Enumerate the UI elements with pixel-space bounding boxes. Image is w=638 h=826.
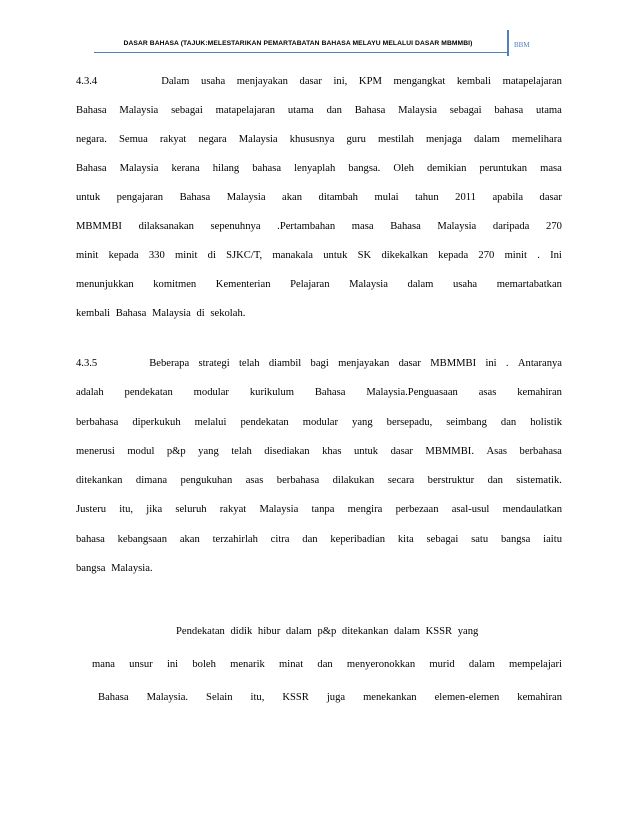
word: utama xyxy=(287,105,314,116)
header-separator xyxy=(507,30,509,56)
word: hilang xyxy=(212,163,240,174)
word: guru xyxy=(346,134,366,145)
word: ditambah xyxy=(318,192,358,203)
word: rakyat xyxy=(159,134,187,145)
word: pendekatan xyxy=(124,387,173,399)
word: KPM xyxy=(358,76,382,87)
word: strategi xyxy=(198,358,230,369)
word: melalui xyxy=(194,416,227,428)
word: Pelajaran xyxy=(290,279,330,290)
word: khas xyxy=(322,445,342,457)
word: rakyat xyxy=(219,504,247,516)
word: masa xyxy=(351,221,374,232)
word: Malaysia. xyxy=(146,692,189,703)
word: adalah xyxy=(76,387,104,399)
word: mendaulatkan xyxy=(502,504,562,516)
word: Bahasa xyxy=(179,192,211,203)
word: telah xyxy=(231,445,252,457)
word: ini xyxy=(485,358,497,369)
word: MBMMBI xyxy=(430,358,477,369)
word: MBMMBI xyxy=(76,221,122,232)
header-code: BBM xyxy=(514,41,530,49)
word: matapelajaran xyxy=(215,105,276,116)
word: dikekalkan xyxy=(381,250,428,261)
text-segment xyxy=(161,74,562,89)
word: menyeronokkan xyxy=(346,659,416,670)
text-line xyxy=(76,306,562,321)
word: Semua xyxy=(118,134,148,145)
word: tahun xyxy=(415,192,439,203)
word: bahasa xyxy=(76,533,105,545)
text-line xyxy=(76,415,562,430)
word: KSSR xyxy=(282,692,309,703)
word: disediakan xyxy=(264,445,310,457)
word: dalam xyxy=(468,659,495,670)
word: dilaksanakan xyxy=(138,221,194,232)
text-line xyxy=(76,277,562,292)
word: iaitu xyxy=(543,533,562,545)
text-segment xyxy=(76,444,562,459)
word: perbezaan xyxy=(395,504,439,516)
word: bahasa xyxy=(252,163,282,174)
word: Malaysia xyxy=(119,105,159,116)
word: 2011 xyxy=(455,192,476,203)
text-line xyxy=(76,132,562,147)
text-segment xyxy=(98,690,562,705)
word: kurikulum xyxy=(249,387,294,399)
text-segment xyxy=(76,248,562,263)
text-segment xyxy=(76,219,562,234)
text-line xyxy=(76,385,562,400)
text-segment xyxy=(76,103,562,118)
word: kebangsaan xyxy=(117,533,168,545)
word: Selain xyxy=(206,692,233,703)
text-line xyxy=(76,561,562,576)
word: Malaysia xyxy=(119,163,159,174)
word: dasar xyxy=(398,358,421,369)
word: demikian xyxy=(426,163,467,174)
word: Dalam xyxy=(161,76,190,87)
word: mengira xyxy=(347,504,383,516)
text-line xyxy=(76,219,562,234)
word: menjayakan xyxy=(236,76,288,87)
word: akan xyxy=(282,192,303,203)
text-segment xyxy=(76,277,562,292)
word: sebagai xyxy=(449,105,482,116)
word: matapelajaran xyxy=(502,76,562,87)
word: Bahasa xyxy=(98,692,129,703)
word: Malaysia xyxy=(398,105,437,116)
section-number: 4.3.5 xyxy=(76,358,98,369)
text-line xyxy=(76,161,562,176)
word: dasar xyxy=(539,192,562,203)
word: bahasa xyxy=(494,105,524,116)
word: Beberapa xyxy=(149,358,190,369)
word: boleh xyxy=(192,659,216,670)
word: modul xyxy=(127,445,155,457)
word: MBMMBI. xyxy=(425,445,474,457)
word: mempelajari xyxy=(509,659,562,670)
page-header xyxy=(94,30,594,60)
word: ditekankan xyxy=(76,475,123,487)
word: minit xyxy=(76,250,99,261)
word: SK xyxy=(357,250,372,261)
word: masa xyxy=(540,163,562,174)
word: jika xyxy=(146,504,163,516)
word: berbahasa xyxy=(519,445,562,457)
word: kemahiran xyxy=(517,387,562,399)
word: Oleh xyxy=(393,163,414,174)
word: dimana xyxy=(135,475,168,487)
word: sepenuhnya xyxy=(210,221,261,232)
text-segment xyxy=(149,356,562,371)
word: minit xyxy=(175,250,198,261)
word: 270 xyxy=(546,221,562,232)
word: di xyxy=(207,250,216,261)
header-rule xyxy=(94,52,508,53)
word: kepada xyxy=(108,250,139,261)
word: manakala xyxy=(272,250,313,261)
word: Bahasa xyxy=(76,163,107,174)
word: dasar xyxy=(299,76,322,87)
word: menarik xyxy=(230,659,265,670)
text-segment xyxy=(76,132,562,147)
word: berstruktur xyxy=(427,475,475,487)
word: seluruh xyxy=(175,504,207,516)
text-line xyxy=(76,690,562,705)
word: Bahasa xyxy=(76,105,107,116)
word: Bahasa xyxy=(390,221,421,232)
word: dan xyxy=(317,659,333,670)
word: bersepadu, xyxy=(386,416,433,428)
word: ini xyxy=(166,659,179,670)
word: khususnya xyxy=(289,134,335,145)
word: mana xyxy=(92,659,115,670)
word: Justeru xyxy=(76,504,107,516)
word: seimbang xyxy=(446,416,487,428)
word: kita xyxy=(397,533,414,545)
header-title: DASAR BAHASA (TAJUK:MELESTARIKAN PEMARTABATAN BAHASA MELAYU MELALUI DASAR MBMMBI) xyxy=(123,40,473,47)
word: Bahasa xyxy=(354,105,386,116)
word: pendekatan xyxy=(240,416,289,428)
word: negara xyxy=(198,134,227,145)
word: dasar xyxy=(390,445,413,457)
word: Ini xyxy=(550,250,562,261)
word: secara xyxy=(387,475,415,487)
word: asas xyxy=(478,387,497,399)
word: Malaysia xyxy=(259,504,299,516)
word: peruntukan xyxy=(479,163,528,174)
word: modular xyxy=(193,387,229,399)
word: . xyxy=(505,358,509,369)
word: elemen-elemen xyxy=(434,692,500,703)
word: Kementerian xyxy=(215,279,271,290)
word: menjaga xyxy=(425,134,462,145)
paragraph-4-3-5 xyxy=(76,356,562,590)
word: Antaranya xyxy=(517,358,562,369)
word: dan xyxy=(487,475,503,487)
word: tanpa xyxy=(311,504,335,516)
word: dan xyxy=(302,533,318,545)
word: Malaysia xyxy=(226,192,266,203)
word: modular xyxy=(302,416,339,428)
word: mengangkat xyxy=(393,76,446,87)
word: kemahiran xyxy=(517,692,562,703)
text-segment xyxy=(76,161,562,176)
text-line xyxy=(76,74,562,89)
text-line xyxy=(76,356,562,371)
word: ini, xyxy=(333,76,348,87)
word: sistematik. xyxy=(516,475,562,487)
word: kembali xyxy=(456,76,491,87)
text-line xyxy=(76,190,562,205)
text-segment xyxy=(76,502,562,517)
text-line xyxy=(76,473,562,488)
word: mestilah xyxy=(378,134,414,145)
word: minit xyxy=(504,250,527,261)
paragraph-4-3-4 xyxy=(76,74,562,335)
word: lenyaplah xyxy=(294,163,336,174)
word: dalam xyxy=(473,134,500,145)
paragraph-didik-hibur xyxy=(76,624,562,723)
word: asal-usul xyxy=(451,504,490,516)
word: sebagai xyxy=(171,105,203,116)
word: dan xyxy=(500,416,517,428)
word: kerana xyxy=(171,163,200,174)
word: bangsa. xyxy=(348,163,381,174)
section-number: 4.3.4 xyxy=(76,76,98,87)
word: p&p xyxy=(166,445,186,457)
word: berbahasa xyxy=(276,475,320,487)
word: Malaysia xyxy=(238,134,278,145)
word: Asas xyxy=(486,445,508,457)
word: citra xyxy=(270,533,290,545)
word: 330 xyxy=(148,250,165,261)
word: untuk xyxy=(323,250,348,261)
word: untuk xyxy=(353,445,379,457)
word: .Pertambahan xyxy=(277,221,336,232)
word: akan xyxy=(179,533,200,545)
word: usaha xyxy=(201,76,226,87)
word: Malaysia xyxy=(437,221,477,232)
word: Malaysia.Penguasaan xyxy=(366,387,458,399)
word: menjayakan xyxy=(338,358,390,369)
word: dilakukan xyxy=(332,475,375,487)
text-line xyxy=(76,444,562,459)
word: murid xyxy=(429,659,455,670)
text-segment: Pendekatan didik hibur dalam p&p ditekankan dalam KSSR yang xyxy=(176,626,479,637)
word: memelihara xyxy=(511,134,562,145)
word: juga xyxy=(326,692,346,703)
text-segment xyxy=(76,190,562,205)
word: negara. xyxy=(76,134,107,145)
text-line xyxy=(76,248,562,263)
word: sebagai xyxy=(426,533,459,545)
word: diambil xyxy=(268,358,302,369)
word: apabila xyxy=(492,192,524,203)
word: holistik xyxy=(530,416,562,428)
word: itu, xyxy=(250,692,265,703)
text-segment xyxy=(76,473,562,488)
word: asas xyxy=(245,475,264,487)
word: yang xyxy=(198,445,219,457)
word: terzahirlah xyxy=(212,533,258,545)
word: menunjukkan xyxy=(76,279,134,290)
word: satu xyxy=(471,533,489,545)
word: dan xyxy=(326,105,342,116)
word: Bahasa xyxy=(314,387,346,399)
word: kepada xyxy=(438,250,469,261)
word: bangsa xyxy=(500,533,531,545)
word: utama xyxy=(535,105,562,116)
word: pengajaran xyxy=(116,192,164,203)
word: itu, xyxy=(119,504,134,516)
word: yang xyxy=(352,416,373,428)
word: SJKC/T, xyxy=(226,250,263,261)
word: dalam xyxy=(407,279,434,290)
text-segment: kembali Bahasa Malaysia di sekolah. xyxy=(76,308,246,319)
word: komitmen xyxy=(153,279,197,290)
word: bagi xyxy=(310,358,329,369)
word: unsur xyxy=(129,659,153,670)
word: berbahasa xyxy=(76,416,119,428)
word: pengukuhan xyxy=(180,475,233,487)
text-segment xyxy=(92,657,562,672)
word: menekankan xyxy=(363,692,417,703)
word: 270 xyxy=(478,250,495,261)
text-line xyxy=(76,624,532,639)
text-segment xyxy=(76,532,562,547)
word: untuk xyxy=(76,192,101,203)
text-line xyxy=(76,657,562,672)
word: daripada xyxy=(492,221,530,232)
word: menerusi xyxy=(76,445,115,457)
text-segment xyxy=(76,415,562,430)
text-segment xyxy=(76,385,562,400)
word: diperkukuh xyxy=(132,416,181,428)
word: mulai xyxy=(374,192,399,203)
word: minat xyxy=(279,659,304,670)
word: . xyxy=(537,250,540,261)
word: memartabatkan xyxy=(496,279,562,290)
text-line xyxy=(76,103,562,118)
word: telah xyxy=(238,358,260,369)
word: keperibadian xyxy=(330,533,386,545)
word: Malaysia xyxy=(349,279,388,290)
word: usaha xyxy=(452,279,478,290)
text-line xyxy=(76,502,562,517)
text-line xyxy=(76,532,562,547)
text-segment: bangsa Malaysia. xyxy=(76,563,153,575)
